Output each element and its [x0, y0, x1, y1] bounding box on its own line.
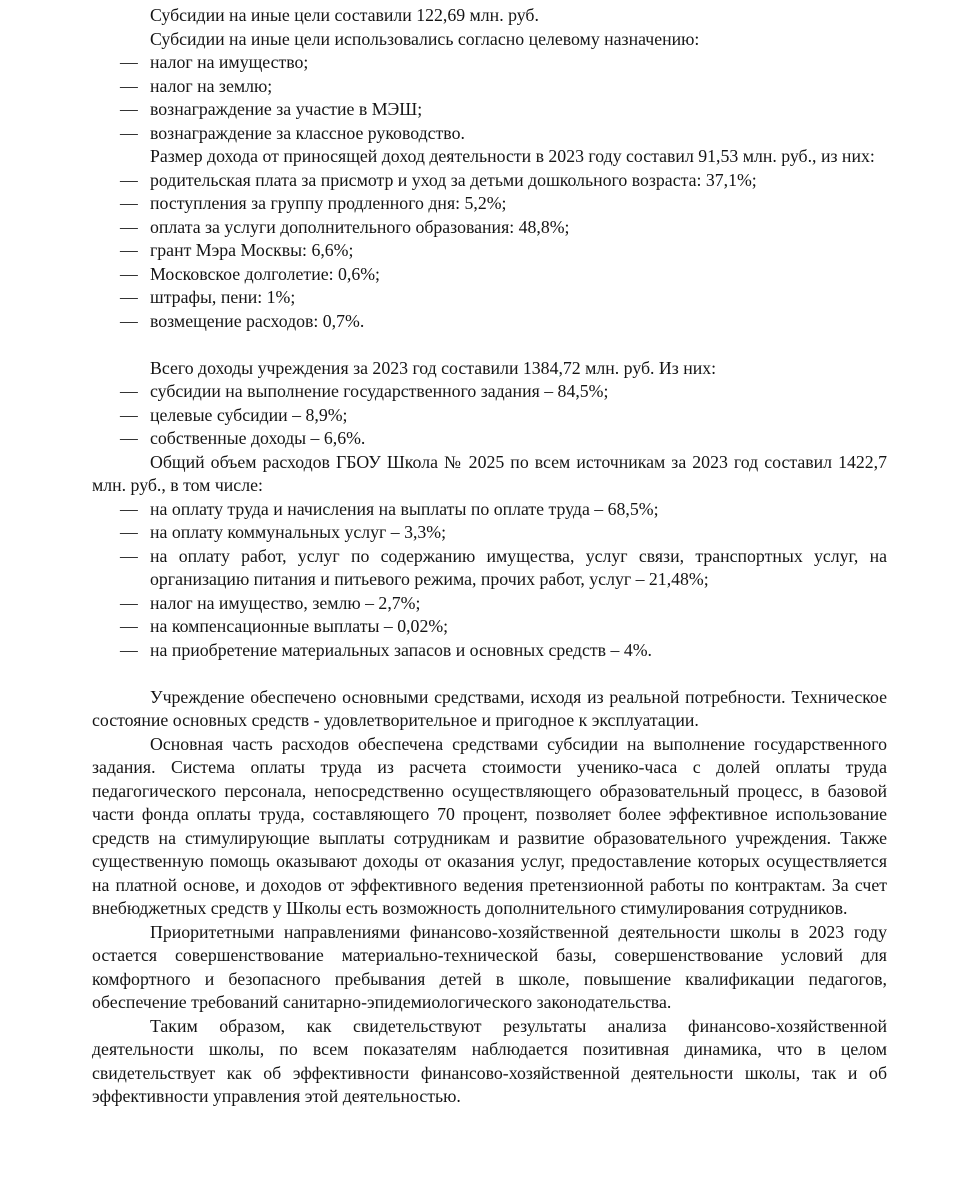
- dash-bullet: —: [120, 498, 138, 519]
- list-income-breakdown: [92, 169, 887, 334]
- list-item: [92, 498, 887, 522]
- list-item: [92, 380, 887, 404]
- list-item-text: на оплату работ, услуг по содержанию имущества, услуг связи, транспортных услуг, на организацию питания и питьевого режима, прочих работ, услуг – 21,48%;: [150, 545, 887, 589]
- spacer: [92, 333, 887, 357]
- dash-bullet: —: [120, 263, 138, 284]
- list-item-text: поступления за группу продленного дня: 5,2%;: [150, 193, 507, 213]
- list-item-text: собственные доходы – 6,6%.: [150, 428, 366, 448]
- spacer: [92, 662, 887, 686]
- list-item: [92, 122, 887, 146]
- list-item: [92, 592, 887, 616]
- list-subsidies-usage: [92, 51, 887, 145]
- paragraph-fixed-assets: Учреждение обеспечено основными средствами, исходя из реальной потребности. Техническое состояние основных средств - удовлетворительное и пригодное к эксплуатации.: [92, 686, 887, 730]
- list-item: [92, 310, 887, 334]
- paragraph-priorities: Приоритетными направлениями финансово-хозяйственной деятельности школы в 2023 году остается совершенствование материально-технической базы, совершенствование условий для комфортного и безопасного пребывания детей в школе, повышение квалификации педагогов, обеспечение требований санитарно-эпидемиологического законодательства.: [92, 921, 887, 1012]
- list-item-text: Московское долголетие: 0,6%;: [150, 263, 380, 284]
- list-item-text: грант Мэра Москвы: 6,6%;: [150, 240, 354, 260]
- list-item-text: на компенсационные выплаты – 0,02%;: [150, 616, 449, 636]
- list-revenue-breakdown: [92, 380, 887, 451]
- paragraph-subsidies-usage: Субсидии на иные цели использовались согласно целевому назначению:: [150, 28, 700, 49]
- list-item: [92, 639, 887, 663]
- list-item: [92, 239, 887, 263]
- list-item: [92, 98, 887, 122]
- list-item-text: субсидии на выполнение государственного задания – 84,5%;: [150, 381, 609, 401]
- list-item: [92, 51, 887, 75]
- list-item-text: на приобретение материальных запасов и основных средств – 4%.: [150, 639, 652, 660]
- list-item-text: налог на землю;: [150, 75, 273, 96]
- list-item-text: налог на имущество;: [150, 52, 309, 72]
- list-item: [92, 427, 887, 451]
- dash-bullet: —: [120, 522, 138, 542]
- list-item-text: на оплату труда и начисления на выплаты по оплате труда – 68,5%;: [150, 498, 659, 519]
- list-item: [92, 216, 887, 240]
- list-item: [92, 192, 887, 216]
- list-item-text: родительская плата за присмотр и уход за детьми дошкольного возраста: 37,1%;: [150, 169, 757, 190]
- list-item-text: оплата за услуги дополнительного образования: 48,8%;: [150, 216, 570, 237]
- dash-bullet: —: [120, 381, 138, 401]
- list-item: [92, 75, 887, 99]
- dash-bullet: —: [120, 193, 138, 213]
- dash-bullet: —: [120, 75, 138, 96]
- list-item-text: целевые субсидии – 8,9%;: [150, 404, 348, 425]
- list-item-text: вознаграждение за участие в МЭШ;: [150, 99, 423, 119]
- dash-bullet: —: [120, 169, 138, 190]
- dash-bullet: —: [120, 428, 138, 448]
- list-item-text: штрафы, пени: 1%;: [150, 287, 296, 307]
- list-item-text: налог на имущество, землю – 2,7%;: [150, 592, 421, 613]
- dash-bullet: —: [120, 639, 138, 660]
- list-item: [92, 286, 887, 310]
- dash-bullet: —: [120, 99, 138, 119]
- dash-bullet: —: [120, 52, 138, 72]
- paragraph-conclusion: Таким образом, как свидетельствуют результаты анализа финансово-хозяйственной деятельности школы, по всем показателям наблюдается позитивная динамика, что в целом свидетельствует как об эффективности финансово-хозяйственной деятельности школы, так и об эффективности управления этой деятельностью.: [92, 1015, 887, 1106]
- dash-bullet: —: [120, 122, 138, 143]
- list-item: [92, 169, 887, 193]
- list-item: [92, 404, 887, 428]
- paragraph-income-total: Размер дохода от приносящей доход деятельности в 2023 году составил 91,53 млн. руб., из них:: [150, 146, 875, 166]
- dash-bullet: —: [120, 216, 138, 237]
- dash-bullet: —: [120, 310, 138, 331]
- dash-bullet: —: [120, 404, 138, 425]
- dash-bullet: —: [120, 287, 138, 307]
- list-expenses-breakdown: [92, 498, 887, 663]
- paragraph-expenses-structure: Основная часть расходов обеспечена средствами субсидии на выполнение государственного задания. Система оплаты труда из расчета стоимости ученико-часа с долей оплаты труда педагогического персонала, непосредственно осуществляющего образовательный процесс, в базовой части фонда оплаты труда, составляющего 70 процент, позволяет более эффективное использование средств на стимулирующие выплаты сотрудникам и развитие образовательного учреждения. Также существенную помощь оказывают доходы от оказания услуг, предоставление которых осуществляется на платной основе, и доходов от эффективного ведения претензионной работы по контрактам. За счет внебюджетных средств у Школы есть возможность дополнительного стимулирования сотрудников.: [92, 733, 887, 918]
- list-item: [92, 545, 887, 592]
- list-item: [92, 521, 887, 545]
- paragraph-total-revenue: Всего доходы учреждения за 2023 год составили 1384,72 млн. руб. Из них:: [150, 357, 717, 378]
- list-item-text: вознаграждение за классное руководство.: [150, 122, 465, 143]
- dash-bullet: —: [120, 240, 138, 260]
- dash-bullet: —: [120, 616, 138, 636]
- list-item-text: возмещение расходов: 0,7%.: [150, 310, 365, 331]
- paragraph-expenses-total: Общий объем расходов ГБОУ Школа № 2025 по всем источникам за 2023 год составил 1422,7 млн. руб., в том числе:: [92, 451, 887, 495]
- list-item-text: на оплату коммунальных услуг – 3,3%;: [150, 522, 447, 542]
- dash-bullet: —: [120, 592, 138, 613]
- list-item: [92, 615, 887, 639]
- list-item: [92, 263, 887, 287]
- paragraph-subsidies-total: Субсидии на иные цели составили 122,69 млн. руб.: [150, 5, 539, 25]
- dash-bullet: —: [120, 545, 138, 566]
